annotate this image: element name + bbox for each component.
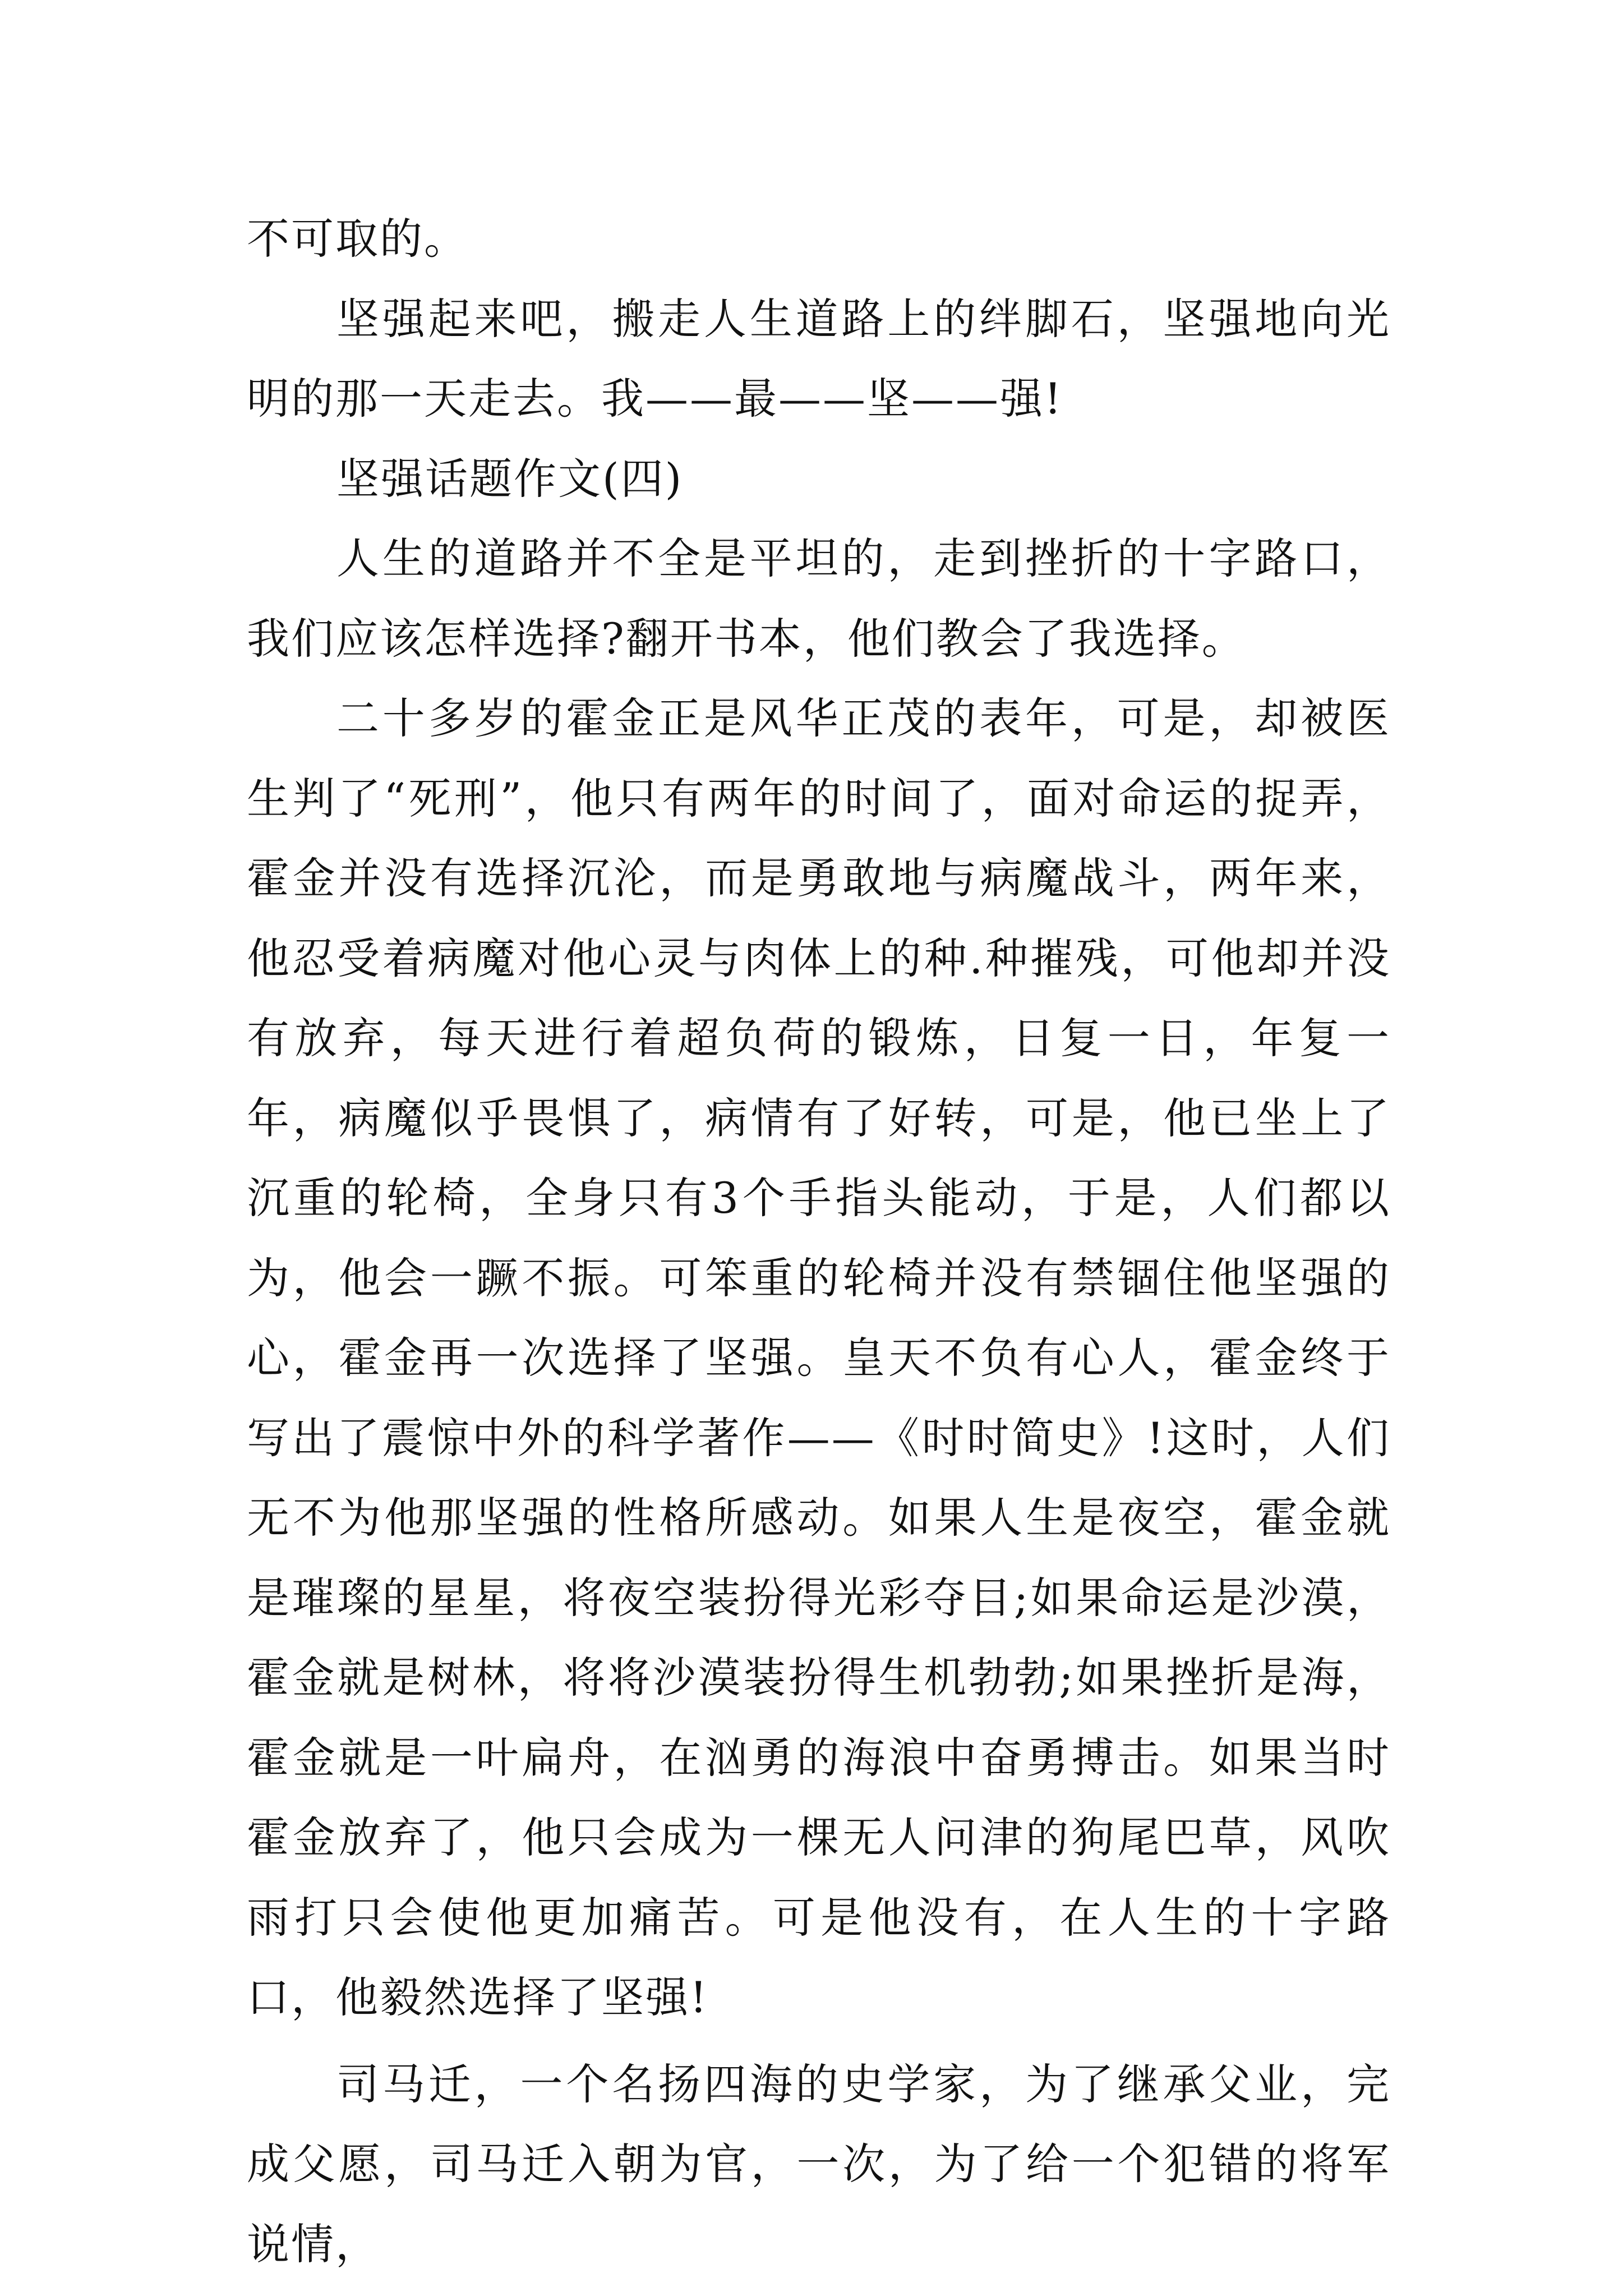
paragraph-life-road: 人生的道路并不全是平坦的，走到挫折的十字路口，我们应该怎样选择?翻开书本，他们教会了我选择。	[247, 533, 1391, 664]
paragraph-hawking: 二十多岁的霍金正是风华正茂的表年，可是，却被医生判了“死刑”，他只有两年的时间了，面对命运的捉弄，霍金并没有选择沉沦，而是勇敢地与病魔战斗，两年来，他忍受着病魔对他心灵与肉体上的种.种摧残，可他却并没有放弃，每天进行着超负荷的锻炼，日复一日，年复一年，病魔似乎畏惧了，病情有了好转，可是，他已坐上了沉重的轮椅，全身只有3个手指头能动，于是，人们都以为，他会一蹶不振。可笨重的轮椅并没有禁锢住他坚强的心，霍金再一次选择了坚强。皇天不负有心人，霍金终于写出了震惊中外的科学著作——《时时简史》!这时，人们无不为他那坚强的性格所感动。如果人生是夜空，霍金就是璀璨的星星，将夜空装扮得光彩夺目;如果命运是沙漠，霍金就是树林，将将沙漠装扮得生机勃勃;如果挫折是海，霍金就是一叶扁舟，在汹勇的海浪中奋勇搏击。如果当时霍金放弃了，他只会成为一棵无人问津的狗尾巴草，风吹雨打只会使他更加痛苦。可是他没有，在人生的十字路口，他毅然选择了坚强!	[247, 693, 1391, 2022]
paragraph-continuation: 不可取的。	[247, 214, 468, 264]
paragraph-be-strong: 坚强起来吧，搬走人生道路上的绊脚石，坚强地向光明的那一天走去。我——最——坚——强!	[247, 293, 1391, 424]
paragraph-sima-qian: 司马迁，一个名扬四海的史学家，为了继承父业，完成父愿，司马迁入朝为官，一次，为了给一个犯错的将军说情，	[247, 2059, 1391, 2269]
document-body	[247, 199, 1391, 2284]
section-heading: 坚强话题作文(四)	[336, 453, 684, 504]
